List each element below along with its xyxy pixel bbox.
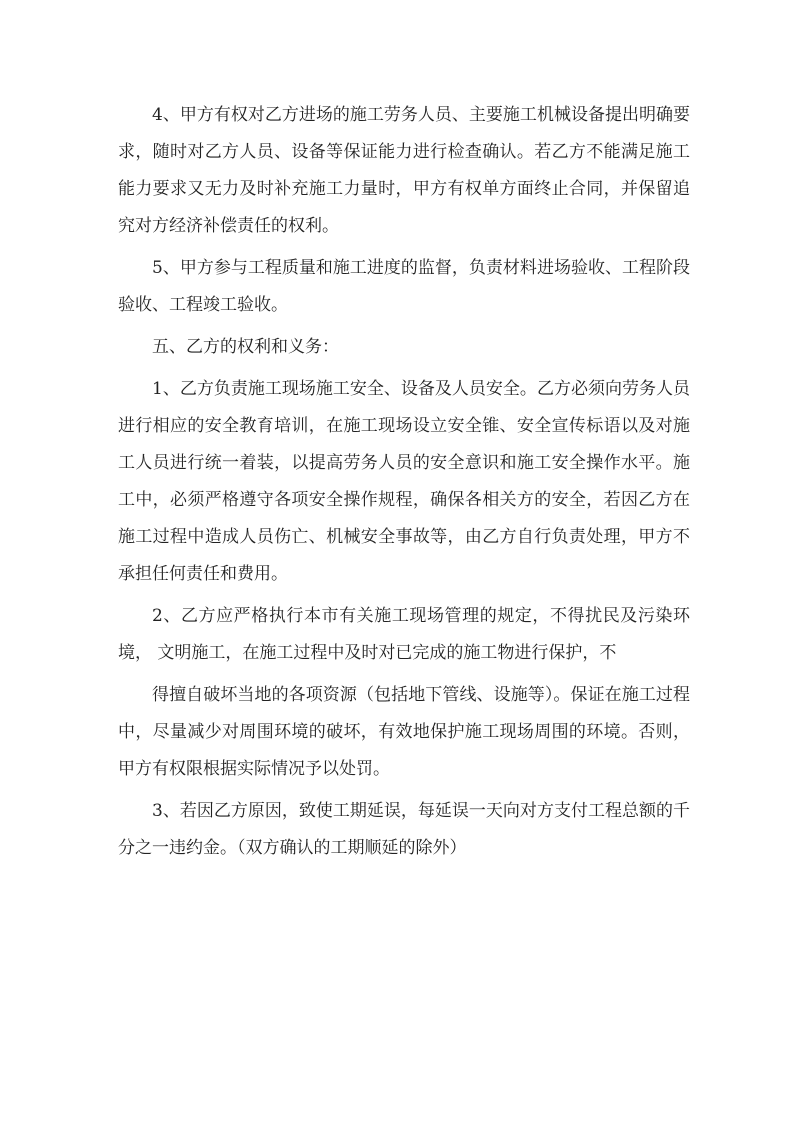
paragraph-party-b-duty-1: 1、乙方负责施工现场施工安全、设备及人员安全。乙方必须向劳务人员进行相应的安全教育培训，在施工现场设立安全锥、安全宣传标语以及对施工人员进行统一着装，以提高劳务人员的安全意识和施工安全操作水平。施工中，必须严格遵守各项安全操作规程，确保各相关方的安全，若因乙方在施工过程中造成人员伤亡、机械安全事故等，由乙方自行负责处理，甲方不承担任何责任和费用。 [118,379,690,584]
paragraph-party-b-duty-3: 3、若因乙方原因，致使工期延误，每延误一天向对方支付工程总额的千分之一违约金。（双方确认的工期顺延的除外） [118,801,690,858]
paragraph-party-a-right-5: 5、甲方参与工程质量和施工进度的监督，负责材料进场验收、工程阶段验收、工程竣工验收。 [118,258,690,315]
paragraph-party-b-duty-2-continued: 得擅自破坏当地的各项资源（包括地下管线、设施等）。保证在施工过程中，尽量减少对周围环境的破坏，有效地保护施工现场周围的环境。否则，甲方有权限根据实际情况予以处罚。 [118,685,690,779]
document-body [118,97,690,867]
section-heading-party-b: 五、乙方的权利和义务： [152,337,339,357]
paragraph-party-a-right-4: 4、甲方有权对乙方进场的施工劳务人员、主要施工机械设备提出明确要求，随时对乙方人员、设备等保证能力进行检查确认。若乙方不能满足施工能力要求又无力及时补充施工力量时，甲方有权单方面终止合同，并保留追究对方经济补偿责任的权利。 [118,105,690,236]
paragraph-party-b-duty-2: 2、乙方应严格执行本市有关施工现场管理的规定，不得扰民及污染环境， 文明施工，在施工过程中及时对已完成的施工物进行保护，不 [118,606,690,663]
